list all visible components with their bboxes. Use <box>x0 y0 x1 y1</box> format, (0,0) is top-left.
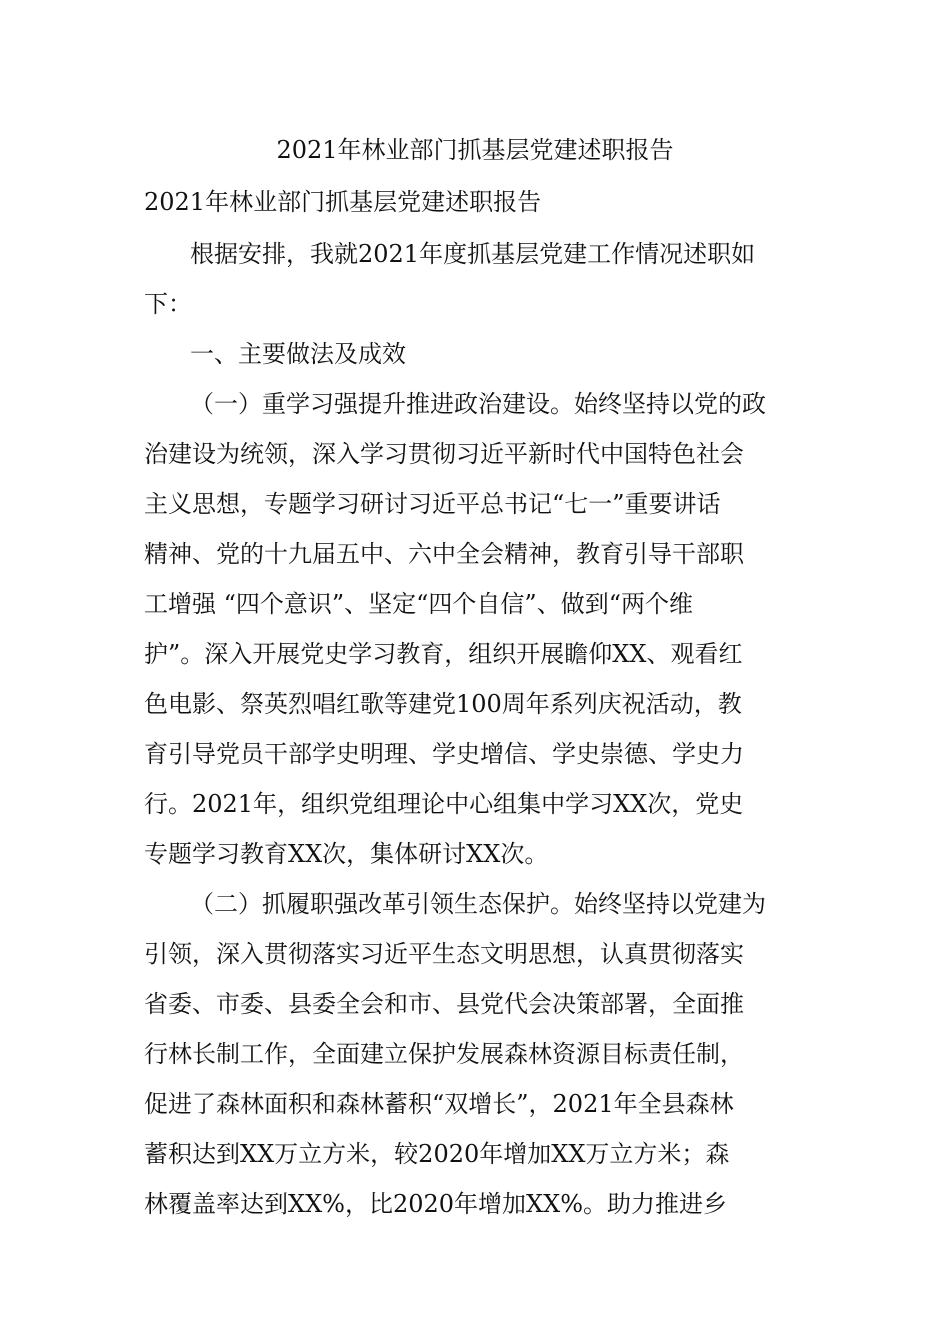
paragraph-line: 主义思想，专题学习研讨习近平总书记“七一”重要讲话 <box>144 490 721 518</box>
paragraph-line: 下： <box>144 290 192 318</box>
paragraph-line: 根据安排，我就2021年度抓基层党建工作情况述职如 <box>190 240 756 268</box>
paragraph-line: 行林长制工作，全面建立保护发展森林资源目标责任制， <box>144 1040 744 1068</box>
paragraph-line: 专题学习教育XX次，集体研讨XX次。 <box>144 840 549 868</box>
paragraph-line: 引领，深入贯彻落实习近平生态文明思想，认真贯彻落实 <box>144 940 744 968</box>
paragraph-line: 护”。深入开展党史学习教育，组织开展瞻仰XX、观看红 <box>144 640 743 668</box>
paragraph-line: 蓄积达到XX万立方米，较2020年增加XX万立方米；森 <box>144 1140 730 1168</box>
paragraph-line: 精神、党的十九届五中、六中全会精神，教育引导干部职 <box>144 540 744 568</box>
section-heading: 一、主要做法及成效 <box>190 340 406 368</box>
paragraph-line: 促进了森林面积和森林蓄积“双增长”，2021年全县森林 <box>144 1090 734 1118</box>
paragraph-line: 工增强 “四个意识”、坚定“四个自信”、做到“两个维 <box>144 590 693 618</box>
paragraph-line: 林覆盖率达到XX%，比2020年增加XX%。助力推进乡 <box>144 1190 728 1218</box>
paragraph-line: （一）重学习强提升推进政治建设。始终坚持以党的政 <box>190 390 766 418</box>
paragraph-line: 色电影、祭英烈唱红歌等建党100周年系列庆祝活动，教 <box>144 690 742 718</box>
paragraph-line: 治建设为统领，深入学习贯彻习近平新时代中国特色社会 <box>144 440 744 468</box>
paragraph-line: 育引导党员干部学史明理、学史增信、学史崇德、学史力 <box>144 740 744 768</box>
paragraph-line: （二）抓履职强改革引领生态保护。始终坚持以党建为 <box>190 890 766 918</box>
paragraph-line: 行。2021年，组织党组理论中心组集中学习XX次，党史 <box>144 790 744 818</box>
document-subtitle: 2021年林业部门抓基层党建述职报告 <box>144 188 542 216</box>
paragraph-line: 省委、市委、县委全会和市、县党代会决策部署，全面推 <box>144 990 744 1018</box>
document-title: 2021年林业部门抓基层党建述职报告 <box>276 136 674 164</box>
